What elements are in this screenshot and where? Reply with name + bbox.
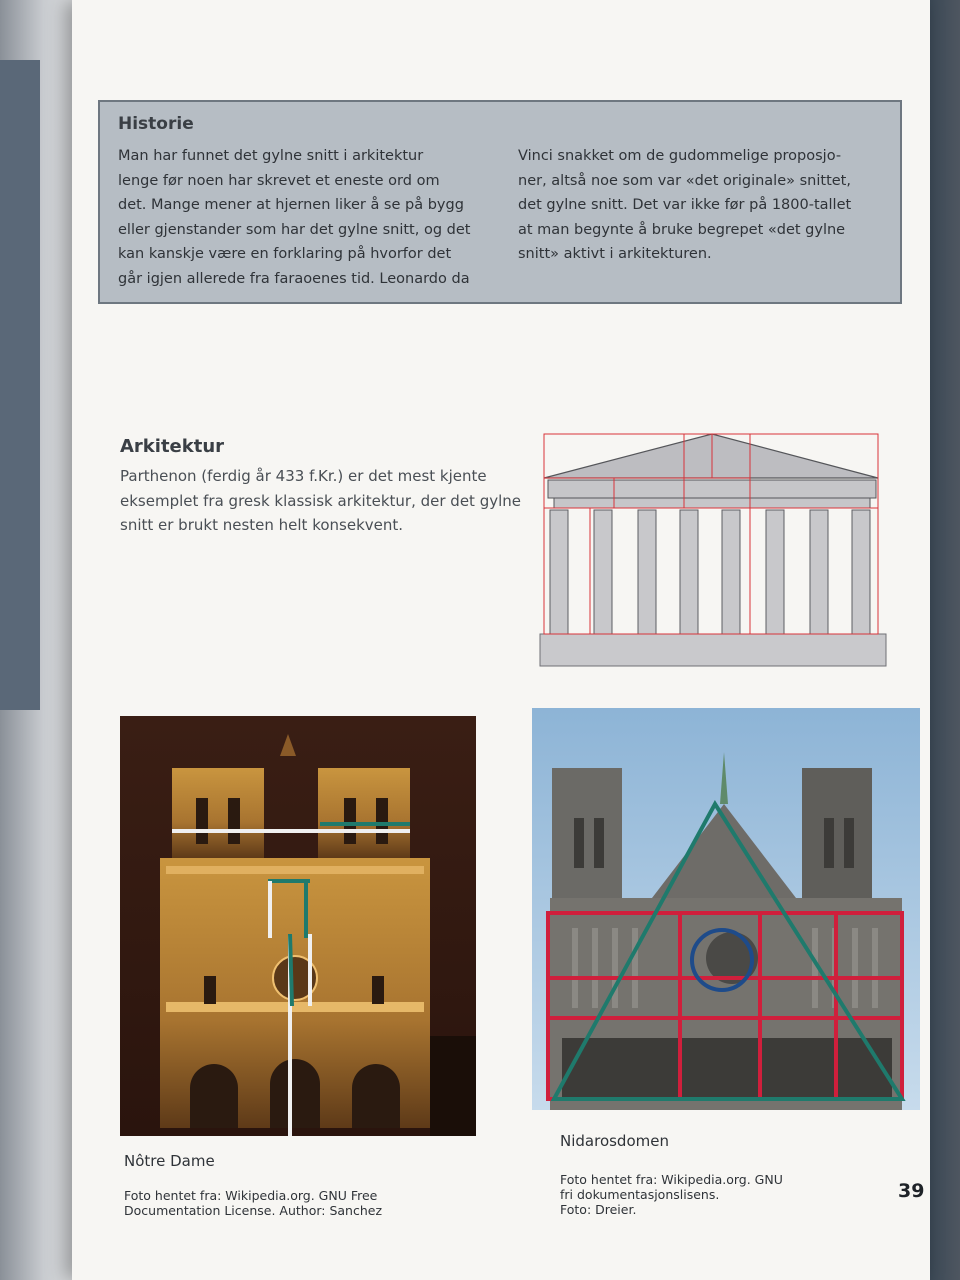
nidarosdomen-credit <box>560 1172 820 1217</box>
history-line: Man har funnet det gylne snitt i arkitektur <box>118 148 424 164</box>
parthenon-base <box>540 634 886 666</box>
notre-dame-caption: Nôtre Dame <box>124 1152 215 1170</box>
history-line: eller gjenstander som har det gylne snitt, og det <box>118 221 471 238</box>
credit-line: Foto hentet fra: Wikipedia.org. GNU Free <box>124 1188 378 1203</box>
book-page <box>72 0 930 1280</box>
notre-dame-credit <box>124 1188 424 1218</box>
left-page-band <box>0 60 40 710</box>
page-number: 39 <box>898 1180 925 1202</box>
history-line: snitt» aktivt i arkitekturen. <box>518 246 712 262</box>
history-line: kan kanskje være en forklaring på hvorfor det <box>118 246 452 262</box>
architecture-title: Arkitektur <box>120 436 225 457</box>
nidarosdomen-photo <box>532 708 920 1110</box>
history-title: Historie <box>118 114 194 134</box>
architecture-line: Parthenon (ferdig år 433 f.Kr.) er det mest kjente <box>120 467 487 485</box>
credit-line: Foto: Dreier. <box>560 1202 637 1217</box>
nidarosdomen-caption: Nidarosdomen <box>560 1132 669 1150</box>
history-line: at man begynte å bruke begrepet «det gylne <box>518 221 846 238</box>
history-line: Vinci snakket om de gudommelige proposjo- <box>518 148 842 164</box>
history-column-left <box>118 144 490 291</box>
architecture-line: snitt er brukt nesten helt konsekvent. <box>120 516 404 534</box>
parthenon-pediment <box>544 434 878 508</box>
architecture-text <box>120 464 530 538</box>
history-line: det. Mange mener at hjernen liker å se på bygg <box>118 197 464 213</box>
credit-line: Foto hentet fra: Wikipedia.org. GNU <box>560 1172 783 1187</box>
credit-line: fri dokumentasjonslisens. <box>560 1187 720 1202</box>
credit-line: Documentation License. Author: Sanchez <box>124 1203 383 1218</box>
notre-dame-photo <box>120 716 476 1136</box>
history-line: det gylne snitt. Det var ikke før på 1800-tallet <box>518 197 852 213</box>
parthenon-columns <box>550 510 870 634</box>
history-box <box>98 100 902 304</box>
architecture-line: eksemplet fra gresk klassisk arkitektur, der det gylne <box>120 491 522 510</box>
parthenon-diagram <box>534 428 890 672</box>
history-line: ner, altså noe som var «det originale» snittet, <box>518 172 851 189</box>
history-column-right <box>518 144 890 267</box>
history-line: lenge før noen har skrevet et eneste ord om <box>118 172 440 189</box>
history-line: går igjen allerede fra faraoenes tid. Leonardo da <box>118 270 470 287</box>
